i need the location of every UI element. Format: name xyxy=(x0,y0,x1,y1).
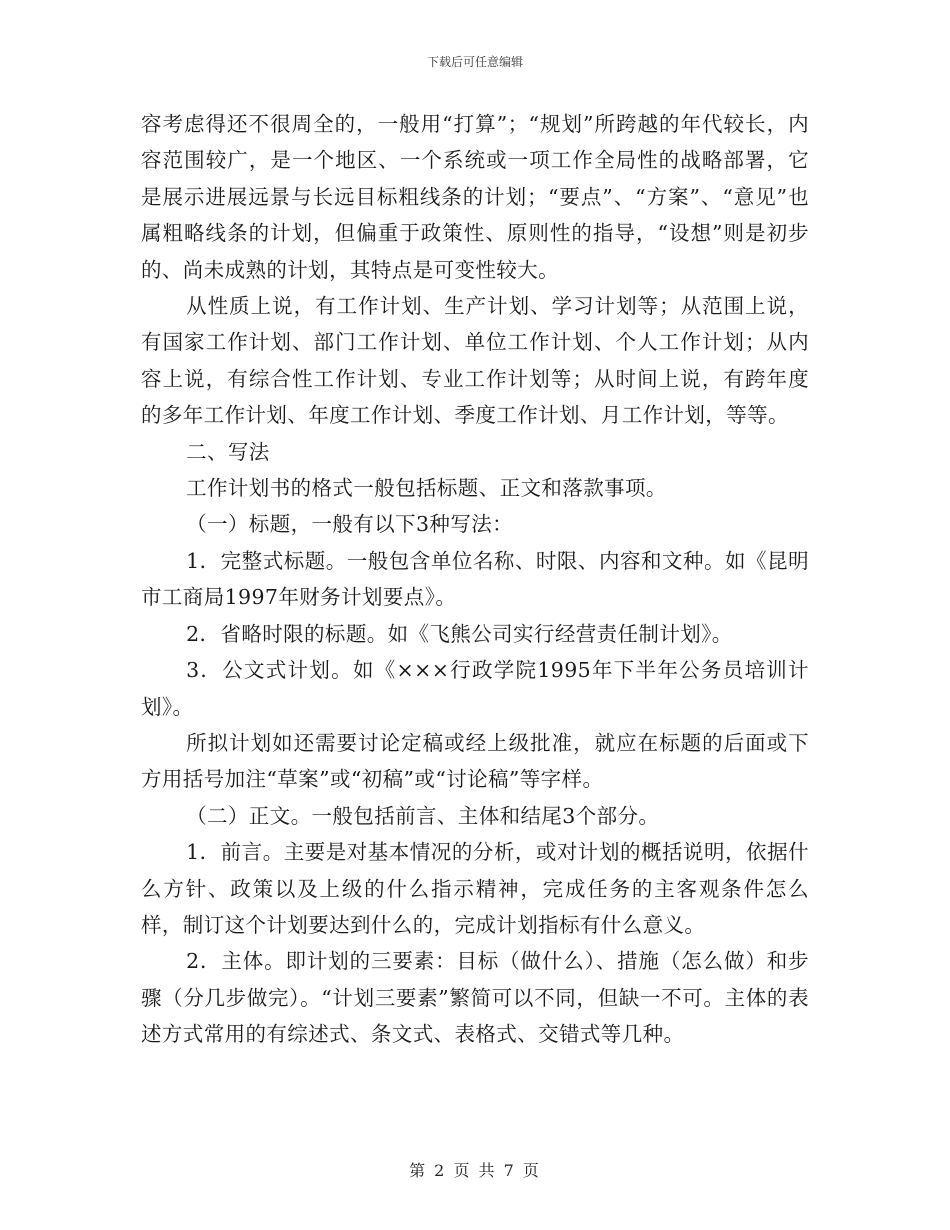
document-body xyxy=(141,106,809,1053)
list-item: 1．前言。主要是对基本情况的分析，或对计划的概括说明，依据什么方针、政策以及上级的什么指示精神，完成任务的主客观条件怎么样，制订这个计划要达到什么的，完成计划指标有什么意义。 xyxy=(141,840,809,937)
subsection-heading: （一）标题，一般有以下3种写法： xyxy=(186,512,514,537)
paragraph: 容考虑得还不很周全的，一般用“打算”；“规划”所跨越的年代较长，内容范围较广，是一个地区、一个系统或一项工作全局性的战略部署，它是展示进展远景与长远目标粗线条的计划；“要点”、“方案”、“意见”也属粗略线条的计划，但偏重于政策性、原则性的指导，“设想”则是初步的、尚未成熟的计划，其特点是可变性较大。 xyxy=(141,112,809,282)
paragraph: 工作计划书的格式一般包括标题、正文和落款事项。 xyxy=(186,476,667,501)
paragraph: 所拟计划如还需要讨论定稿或经上级批准，就应在标题的后面或下方用括号加注“草案”或“初稿”或“讨论稿”等字样。 xyxy=(141,730,809,792)
list-item: 3．公文式计划。如《×××行政学院1995年下半年公务员培训计划》。 xyxy=(141,658,809,719)
page-number: 第 2 页 共 7 页 xyxy=(409,1161,541,1180)
list-item: 2．主体。即计划的三要素：目标（做什么）、措施（怎么做）和步骤（分几步做完）。“计划三要素”繁简可以不同，但缺一不可。主体的表述方式常用的有综述式、条文式、表格式、交错式等几种。 xyxy=(141,949,809,1047)
subsection-heading: （二）正文。一般包括前言、主体和结尾3个部分。 xyxy=(186,803,660,828)
paragraph: 从性质上说，有工作计划、生产计划、学习计划等；从范围上说，有国家工作计划、部门工作计划、单位工作计划、个人工作计划；从内容上说，有综合性工作计划、专业工作计划等；从时间上说，有跨年度的多年工作计划、年度工作计划、季度工作计划、月工作计划，等等。 xyxy=(141,294,809,428)
list-item: 2．省略时限的标题。如《飞熊公司实行经营责任制计划》。 xyxy=(186,621,733,646)
list-item: 1．完整式标题。一般包含单位名称、时限、内容和文种。如《昆明市工商局1997年财务计划要点》。 xyxy=(141,548,809,610)
page-header: 下载后可任意编辑 xyxy=(426,55,523,69)
section-heading: 二、写法 xyxy=(186,439,270,464)
